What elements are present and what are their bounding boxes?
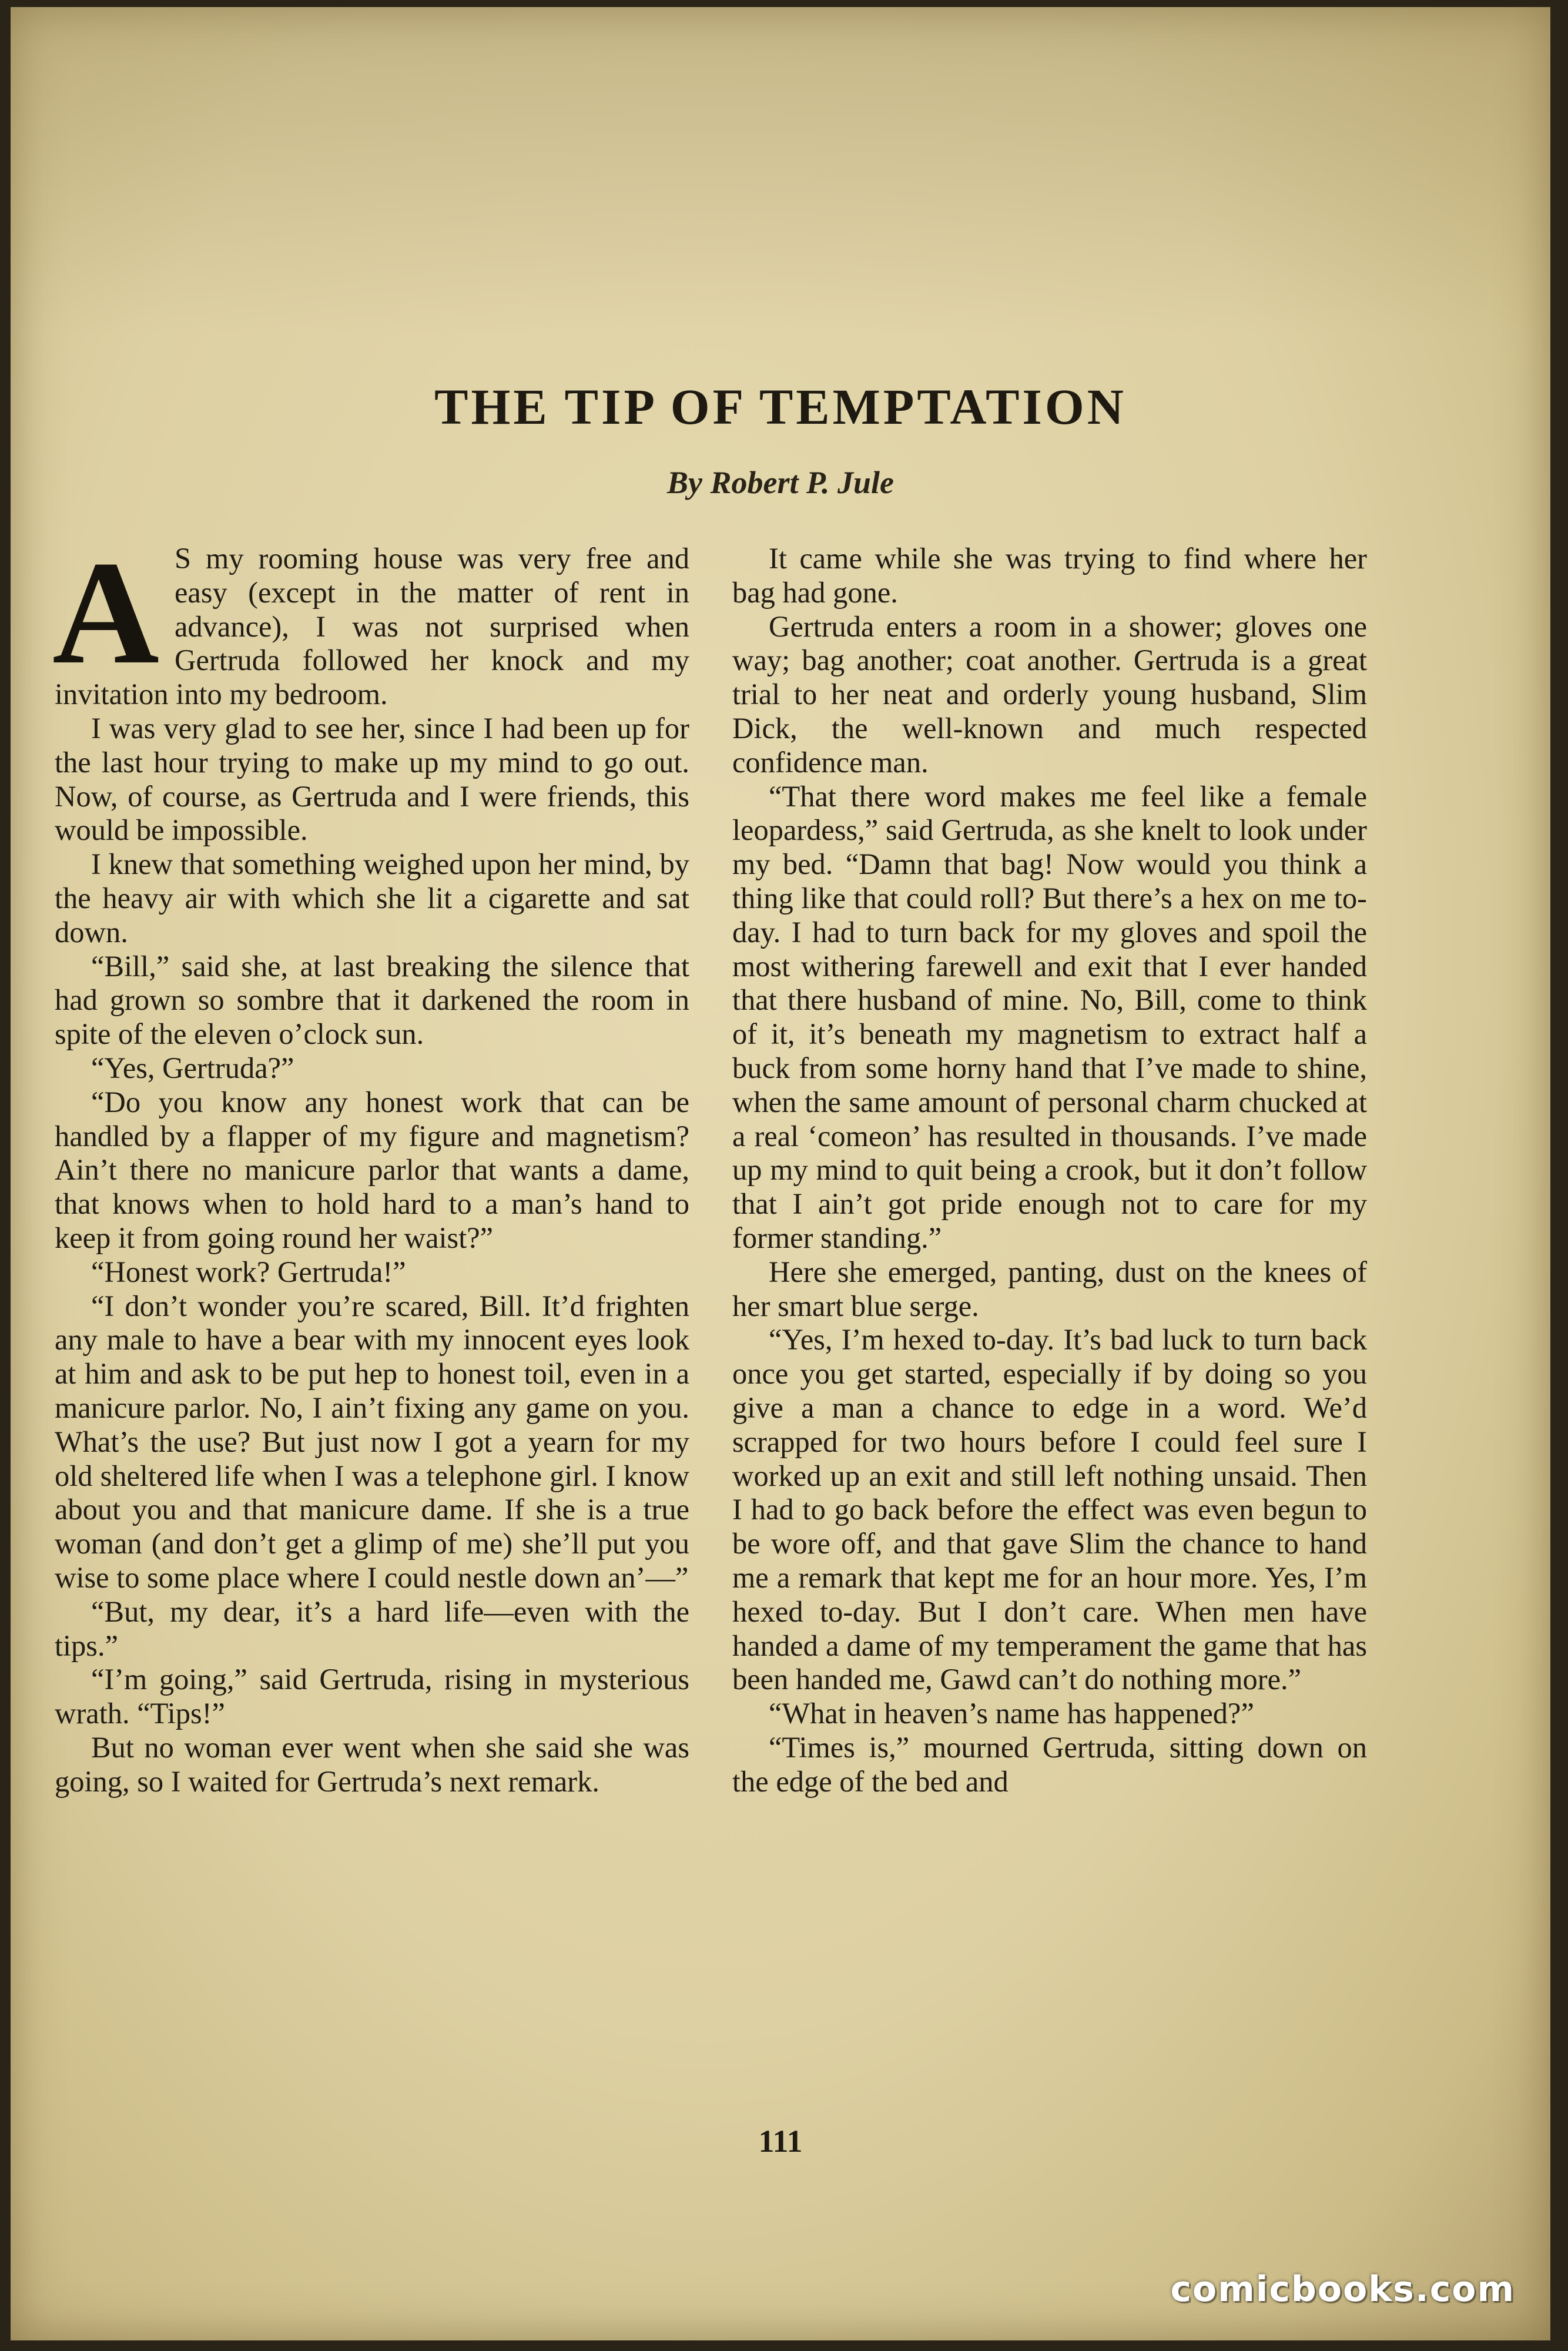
paragraph: “Times is,” mourned Gertruda, sitting down on the edge of the bed and — [732, 1730, 1367, 1798]
paragraph: “Honest work? Gertruda!” — [91, 1255, 406, 1288]
paragraph: But no woman ever went when she said she was going, so I waited for Gertruda’s next remark. — [55, 1730, 689, 1798]
site-watermark: comicbooks.com — [1170, 2269, 1515, 2310]
text-column-right — [732, 542, 1367, 1799]
paragraph: “Do you know any honest work that can be handled by a flapper of my figure and magnetism? Ain’t there no manicure parlor that wants a dame, that knows when to hold hard to a man’s hand to keep it from going round her waist?” — [55, 1085, 689, 1254]
story-byline: By Robert P. Jule — [666, 465, 894, 500]
paragraph: “I’m going,” said Gertruda, rising in mysterious wrath. “Tips!” — [55, 1663, 689, 1730]
paragraph: “Yes, Gertruda?” — [91, 1051, 294, 1084]
paragraph: Here she emerged, panting, dust on the knees of her smart blue serge. — [732, 1255, 1367, 1322]
paragraph: “What in heaven’s name has happened?” — [769, 1697, 1254, 1730]
paragraph: I knew that something weighed upon her mind, by the heavy air with which she lit a cigarette and sat down. — [55, 848, 689, 949]
paragraph: “But, my dear, it’s a hard life—even with the tips.” — [55, 1595, 689, 1662]
paragraph: “Yes, I’m hexed to-day. It’s bad luck to turn back once you get started, especially if by doing so you give a man a chance to edge in a word. We’d scrapped for two hours before I could feel sure I worked up an exit and still left nothing unsaid. Then I had to go back before the effect was even begun to be wore off, and that gave Slim the chance to hand me a remark that kept me for an hour more. Yes, I’m hexed to-day. But I don’t care. When men have handed a dame of my temperament the game that has been handed me, Gawd can’t do nothing more.” — [732, 1323, 1367, 1696]
drop-cap: A — [52, 530, 159, 695]
magazine-page — [11, 7, 1550, 2340]
paragraph: It came while she was trying to find where her bag had gone. — [732, 542, 1367, 609]
paragraph: “That there word makes me feel like a female leopardess,” said Gertruda, as she knelt to look under my bed. “Damn that bag! Now would you think a thing like that could roll? But there’s a hex on me to-day. I had to turn back for my gloves and spoil the most withering farewell and exit that I ever handed that there husband of mine. No, Bill, come to think of it, it’s beneath my magnetism to extract half a buck from some horny hand that I’ve made to shine, when the same amount of personal charm chucked at a real ‘comeon’ has resulted in thousands. I’ve made up my mind to quit being a crook, but it don’t follow that I ain’t got pride enough not to care for my former standing.” — [732, 779, 1367, 1254]
paragraph: “Bill,” said she, at last breaking the silence that had grown so sombre that it darkened the room in spite of the eleven o’clock sun. — [55, 949, 689, 1051]
paragraph: S my rooming house was very free and easy (except in the matter of rent in advance), I was not surprised when Gertruda followed her knock and my invitation into my bedroom. — [55, 542, 689, 711]
page-number: 111 — [758, 2124, 803, 2159]
paragraph: I was very glad to see her, since I had been up for the last hour trying to make up my mind to go out. Now, of course, as Gertruda and I were friends, this would be impossible. — [55, 711, 689, 847]
story-title: THE TIP OF TEMPTATION — [434, 379, 1127, 435]
paragraph: “I don’t wonder you’re scared, Bill. It’d frighten any male to have a bear with my innocent eyes look at him and ask to be put hep to honest toil, even in a manicure parlor. No, I ain’t fixing any game on you. What’s the use? But just now I got a yearn for my old sheltered life when I was a telephone girl. I know about you and that manicure dame. If she is a true woman (and don’t get a glimp of me) she’ll put you wise to some place where I could nestle down an’—” — [55, 1289, 689, 1594]
text-column-left — [52, 530, 689, 1799]
paragraph: Gertruda enters a room in a shower; gloves one way; bag another; coat another. Gertruda is a great trial to her neat and orderly young husband, Slim Dick, the well-known and much respected confidence man. — [732, 609, 1367, 779]
